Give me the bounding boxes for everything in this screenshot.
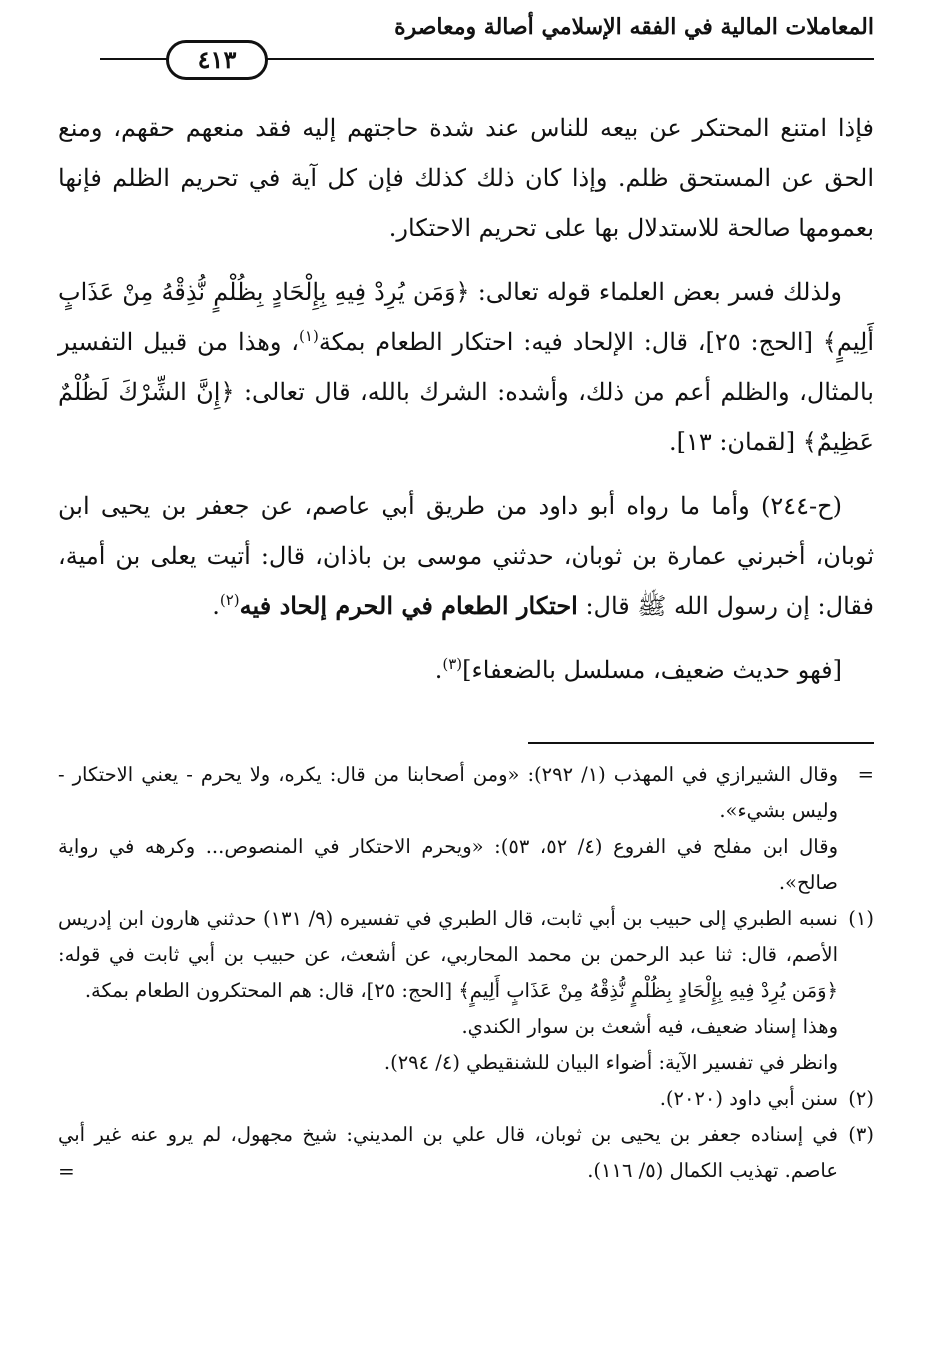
paragraph-4-end: .	[434, 656, 443, 684]
footnote-1	[58, 901, 874, 1081]
continues-next-page-marker: =	[58, 1159, 75, 1183]
paragraph-3	[58, 481, 874, 631]
footnote-ref-3[interactable]: (٣)	[442, 655, 463, 673]
main-text	[58, 103, 874, 695]
paragraph-2	[58, 267, 874, 467]
footnote-2-marker: (٢)	[848, 1087, 874, 1110]
footnote-continuation-line-1: وقال الشيرازي في المهذب (١/ ٢٩٢): «ومن أصحابنا من قال: يكره، ولا يحرم - يعني الاحتكار - وليس بشيء».	[58, 763, 838, 822]
footnote-3-marker: (٣)	[848, 1123, 874, 1146]
quran-verse-luqman: ﴿إِنَّ الشِّرْكَ لَظُلْمٌ عَظِيمٌ﴾	[58, 378, 874, 456]
paragraph-2-text-a: ولذلك فسر بعض العلماء قوله تعالى:	[469, 278, 842, 306]
footnote-ref-2[interactable]: (٢)	[219, 591, 240, 609]
footnote-1-text-b: وهذا إسناد ضعيف، فيه أشعث بن سوار الكندي.	[461, 1015, 838, 1038]
paragraph-3-text: (ح-٢٤٤) وأما ما رواه أبو داود من طريق أبي عاصم، عن جعفر بن يحيى ابن ثوبان، أخبرني عمارة بن ثوبان، حدثني موسى بن باذان، قال: أتيت يعلى بن أمية، فقال: إن رسول الله ﷺ قال:	[58, 492, 874, 620]
footnote-1-marker: (١)	[848, 907, 874, 930]
footnote-continuation-line-2: وقال ابن مفلح في الفروع (٤/ ٥٢، ٥٣): «ويحرم الاحتكار في المنصوص... وكرهه في رواية صالح».	[58, 835, 838, 894]
footnote-1-text-a: نسبه الطبري إلى حبيب بن أبي ثابت، قال الطبري في تفسيره (٩/ ١٣١) حدثني هارون ابن إدريس الأصم، قال: ثنا عبد الرحمن بن محمد المحاربي، عن أشعث، عن حبيب بن أبي ثابت في قوله: ﴿وَمَن يُرِدْ فِيهِ بِإِلْحَادٍ بِظُلْمٍ نُّذِقْهُ مِنْ عَذَابٍ أَلِيمٍ﴾ [الحج: ٢٥]، قال: هم المحتكرون الطعام بمكة.	[58, 907, 838, 1002]
ruling-text: [فهو حديث ضعيف، مسلسل بالضعفاء]	[462, 656, 842, 684]
footnote-2-text: سنن أبي داود (٢٠٢٠).	[659, 1087, 838, 1110]
running-title: المعاملات المالية في الفقه الإسلامي أصالة ومعاصرة	[394, 14, 874, 40]
footnotes	[58, 757, 874, 1189]
paragraph-2-text-b: [الحج: ٢٥]، قال: الإلحاد فيه: احتكار الطعام بمكة	[318, 328, 823, 356]
footnote-ref-1[interactable]: (١)	[299, 327, 319, 345]
paragraph-4	[58, 645, 874, 695]
footnote-3-body: في إسناده جعفر بن يحيى بن ثوبان، قال علي بن المديني: شيخ مجهول، لم يرو عنه غير أبي عاصم. تهذيب الكمال (٥/ ١١٦).	[58, 1123, 838, 1182]
footnote-continuation	[58, 757, 874, 901]
footnote-1-text-c: وانظر في تفسير الآية: أضواء البيان للشنقيطي (٤/ ٢٩٤).	[383, 1051, 838, 1074]
footnote-separator	[528, 742, 874, 744]
footnote-2	[58, 1081, 874, 1117]
footnote-3	[58, 1117, 874, 1189]
paragraph-1-text: فإذا امتنع المحتكر عن بيعه للناس عند شدة حاجتهم إليه فقد منعهم حقهم، ومنع الحق عن المستحق ظلم. وإذا كان ذلك كذلك فإن كل آية في تحريم الظلم فإنها بعمومها صالحة للاستدلال بها على تحريم الاحتكار.	[58, 114, 874, 242]
hadith-text: احتكار الطعام في الحرم إلحاد فيه	[239, 591, 578, 620]
page-number: ٤١٣	[166, 40, 268, 80]
continuation-marker: =	[857, 763, 874, 786]
paragraph-1	[58, 103, 874, 253]
paragraph-3-end: .	[212, 592, 220, 620]
quran-verse-hajj: ﴿وَمَن يُرِدْ فِيهِ بِإِلْحَادٍ بِظُلْمٍ نُّذِقْهُ مِنْ عَذَابٍ أَلِيمٍ﴾	[58, 278, 875, 356]
footnote-3-text	[58, 1117, 838, 1189]
paragraph-2-text-c: ، وهذا من قبيل التفسير بالمثال، والظلم أعم من ذلك، وأشده: الشرك بالله، قال تعالى:	[58, 328, 874, 406]
paragraph-2-text-d: [لقمان: ١٣].	[668, 428, 803, 456]
